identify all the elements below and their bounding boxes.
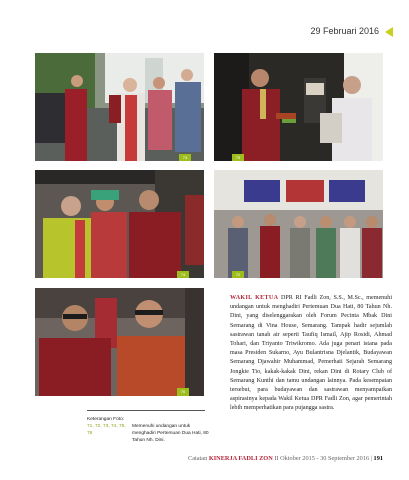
footer-separator: | — [370, 455, 372, 462]
photo-portrait-closeup — [35, 288, 204, 396]
photo-number-badge: 73 — [179, 154, 191, 161]
caption-numbers: 71, 72, 73, 74, 75, 76 — [87, 424, 126, 436]
article-text — [230, 294, 392, 414]
photo-number-badge: 72 — [232, 271, 244, 278]
photo-gift-handover — [214, 53, 383, 161]
caption-text: Memenuhi undangan untuk menghadiri Pertemuan Dua Hati, 80 Tahun Nh. Dini. — [132, 424, 209, 443]
footer-period: II Oktober 2015 - 30 September 2016 — [274, 455, 370, 462]
article-lead: WAKIL KETUA — [230, 295, 279, 301]
caption-label — [87, 416, 129, 437]
page-number: 191 — [373, 455, 383, 462]
footer-brand: KINERJA FADLI ZON — [208, 455, 273, 462]
caption-divider — [87, 410, 205, 411]
article-body: DPR RI Fadli Zon, S.S., M.Sc., memenuhi undangan untuk menghadiri Pertemuan Dua Hati, 80 Tahun Nh. Dini, yang diselenggarakan oleh Forum Pecinta Mbak Dini Semarang di Vina House, Semarang. Tampak hadir sejumlah sastrawan tanah air seperti Taufiq Ismail, Ajip Rosidi, Ahmad Tohari, dan Triyanto Triwikromo. Ada juga penari istana pada masa Presiden Sukarno, Ayu Bulantrisna Djelantik, Budayawan Semarang Djawahir Muhammad, Pemerhati Sejarah Semarang Jongkie Tio, kakak-kakak Dini, rekan Dini di Rotary Club of Semarang Kunthi dan tamu undangan lainnya. Pada kesempatan tersebut, para budayawan dan sastrawan menyampaikan aspirasinya kepada Wakil Ketua DPR Fadli Zon, agar pemerintah lebih memperhatikan para pujangga sastra. — [230, 295, 393, 412]
photo-group-standing — [214, 170, 383, 278]
photo-number-badge: 74 — [177, 271, 189, 278]
photo-number-badge: 75 — [232, 154, 244, 161]
photo-number-badge: 76 — [177, 388, 189, 396]
photo-greeting-embrace — [35, 170, 204, 278]
photo-group-greeting — [35, 53, 204, 161]
footer-prefix: Catatan — [188, 455, 208, 462]
header-arrow-icon — [385, 27, 393, 37]
page-footer — [188, 455, 383, 462]
caption-title: Keterangan Foto: — [87, 417, 125, 422]
header-date: 29 Februari 2016 — [310, 26, 379, 36]
